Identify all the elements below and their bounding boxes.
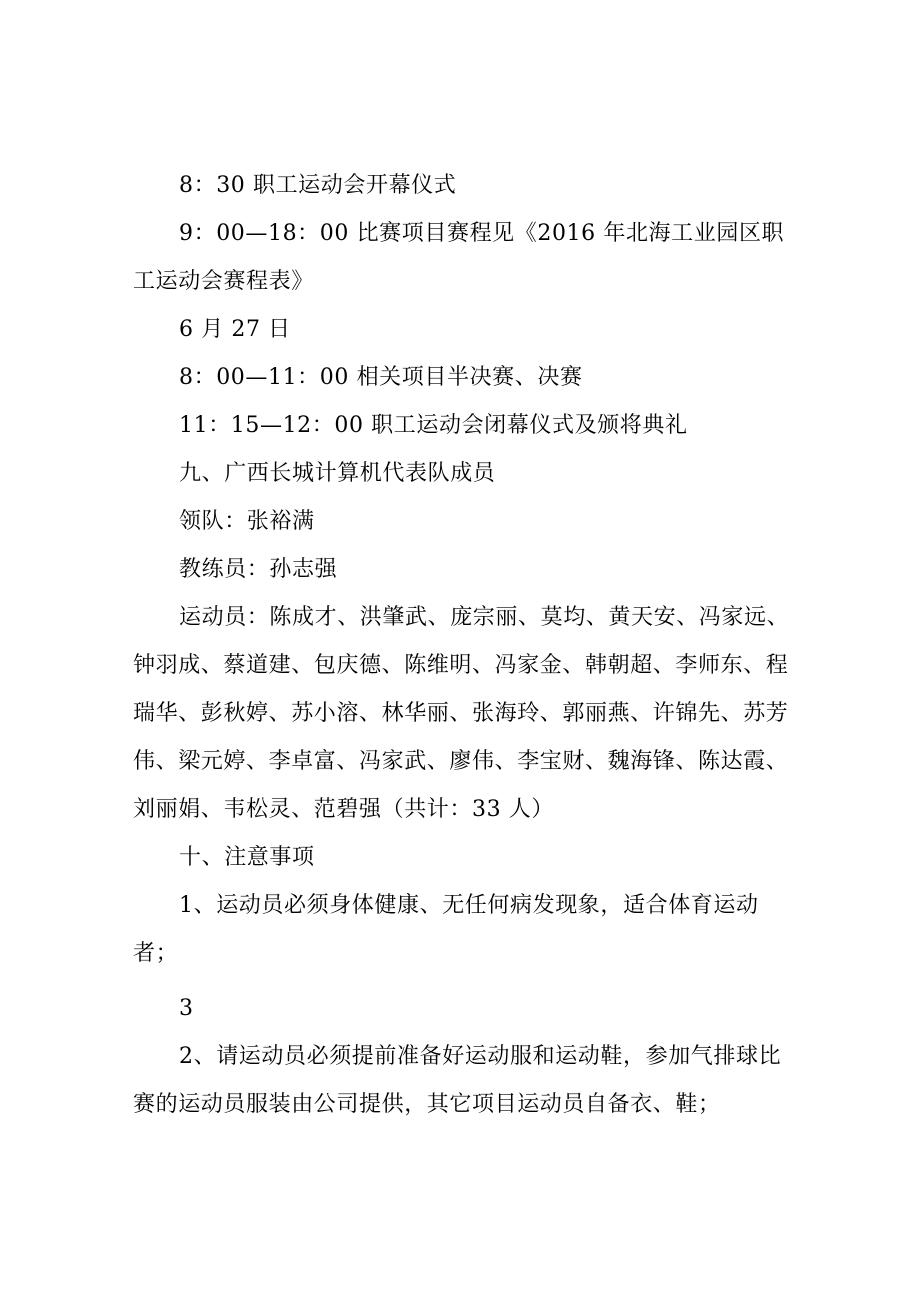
- section-ten-heading: 十、注意事项: [179, 845, 315, 870]
- team-athletes-list: 运动员：陈成才、洪肇武、庞宗丽、莫均、黄天安、冯家远、钟羽成、蔡道建、包庆德、陈维明、冯家金、韩朝超、李师东、程瑞华、彭秋婷、苏小溶、林华丽、张海玲、郭丽燕、许锦先、苏芳伟、梁元婷、李卓富、冯家武、廖伟、李宝财、魏海锋、陈达霞、刘丽娟、韦松灵、范碧强（共计：33 人）: [133, 605, 790, 822]
- page-number: 3: [179, 996, 193, 1021]
- schedule-closing-ceremony: 11：15—12：00 职工运动会闭幕仪式及颁将典礼: [179, 413, 688, 438]
- schedule-semifinals-finals: 8：00—11：00 相关项目半决赛、决赛: [179, 365, 583, 390]
- schedule-competition-events: 9：00—18：00 比赛项目赛程见《2016 年北海工业园区职工运动会赛程表》: [133, 221, 785, 294]
- schedule-date-june-27: 6 月 27 日: [179, 317, 291, 342]
- team-coach: 教练员：孙志强: [179, 557, 338, 582]
- section-nine-heading: 九、广西长城计算机代表队成员: [179, 461, 496, 486]
- team-leader: 领队：张裕满: [179, 509, 315, 534]
- notice-item-2: 2、请运动员必须提前准备好运动服和运动鞋，参加气排球比赛的运动员服装由公司提供，其它项目运动员自备衣、鞋；: [133, 1044, 782, 1117]
- notice-item-1: 1、运动员必须身体健康、无任何病发现象，适合体育运动者；: [133, 893, 759, 966]
- schedule-opening-ceremony: 8：30 职工运动会开幕仪式: [179, 173, 457, 198]
